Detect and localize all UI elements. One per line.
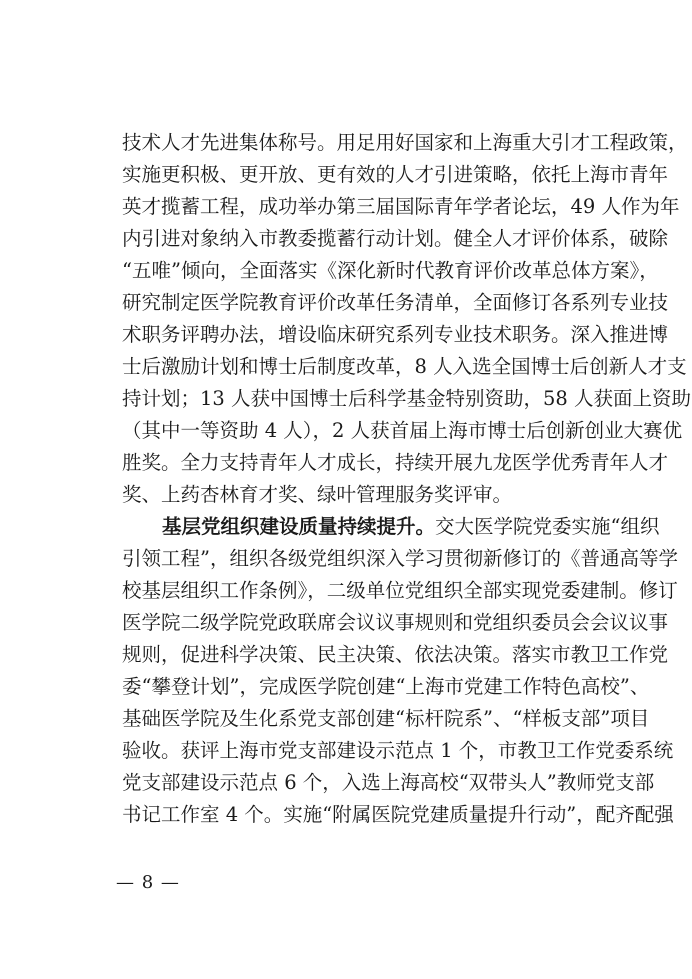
text-line: 验收。获评上海市党支部建设示范点 1 个，市教卫工作党委系统: [122, 739, 674, 762]
text-line: 胜奖。全力支持青年人才成长，持续开展九龙医学优秀青年人才: [122, 451, 669, 474]
paragraph-party-building: [122, 511, 678, 831]
text-line: 委“攀登计划”，完成医学院创建“上海市党建工作特色高校”、: [122, 675, 650, 698]
text-line: 党支部建设示范点 6 个，入选上海高校“双带头人”教师党支部: [122, 771, 655, 794]
text-line: 校基层组织工作条例》，二级单位党组织全部实现党委建制。修订: [122, 579, 678, 602]
text-line: 书记工作室 4 个。实施“附属医院党建质量提升行动”，配齐配强: [122, 803, 674, 826]
text-line: 奖、上药杏林育才奖、绿叶管理服务奖评审。: [122, 483, 513, 506]
paragraph-talent: [122, 127, 692, 511]
text-line: 士后激励计划和博士后制度改革，8 人入选全国博士后创新人才支: [122, 355, 687, 378]
page-number: — 8 —: [116, 872, 180, 893]
text-line: 引领工程”，组织各级党组织深入学习贯彻新修订的《普通高等学: [122, 547, 678, 570]
text-line: 术职务评聘办法，增设临床研究系列专业技术职务。深入推进博: [122, 323, 669, 346]
paragraph-heading: 基层党组织建设质量持续提升。: [162, 515, 436, 538]
text-line: 英才揽蓄工程，成功举办第三届国际青年学者论坛，49 人作为年: [122, 195, 680, 218]
text-line: 内引进对象纳入市教委揽蓄行动计划。健全人才评价体系，破除: [122, 227, 669, 250]
text-line: 研究制定医学院教育评价改革任务清单，全面修订各系列专业技: [122, 291, 669, 314]
text-line: “五唯”倾向，全面落实《深化新时代教育评价改革总体方案》，: [122, 259, 659, 282]
text-line: 医学院二级学院党政联席会议议事规则和党组织委员会会议议事: [122, 611, 669, 634]
heading-continuation: 交大医学院党委实施“组织: [435, 515, 660, 538]
text-line: 规则，促进科学决策、民主决策、依法决策。落实市教卫工作党: [122, 643, 669, 666]
text-line: 实施更积极、更开放、更有效的人才引进策略，依托上海市青年: [122, 163, 669, 186]
text-line: （其中一等资助 4 人），2 人获首届上海市博士后创新创业大赛优: [122, 419, 683, 442]
text-line: 基础医学院及生化系党支部创建“标杆院系”、“样板支部”项目: [122, 707, 650, 730]
body-text: [122, 127, 692, 831]
text-line: 持计划；13 人获中国博士后科学基金特别资助，58 人获面上资助: [122, 387, 692, 410]
text-line: [122, 511, 660, 543]
text-line: 技术人才先进集体称号。用足用好国家和上海重大引才工程政策，: [122, 131, 688, 154]
